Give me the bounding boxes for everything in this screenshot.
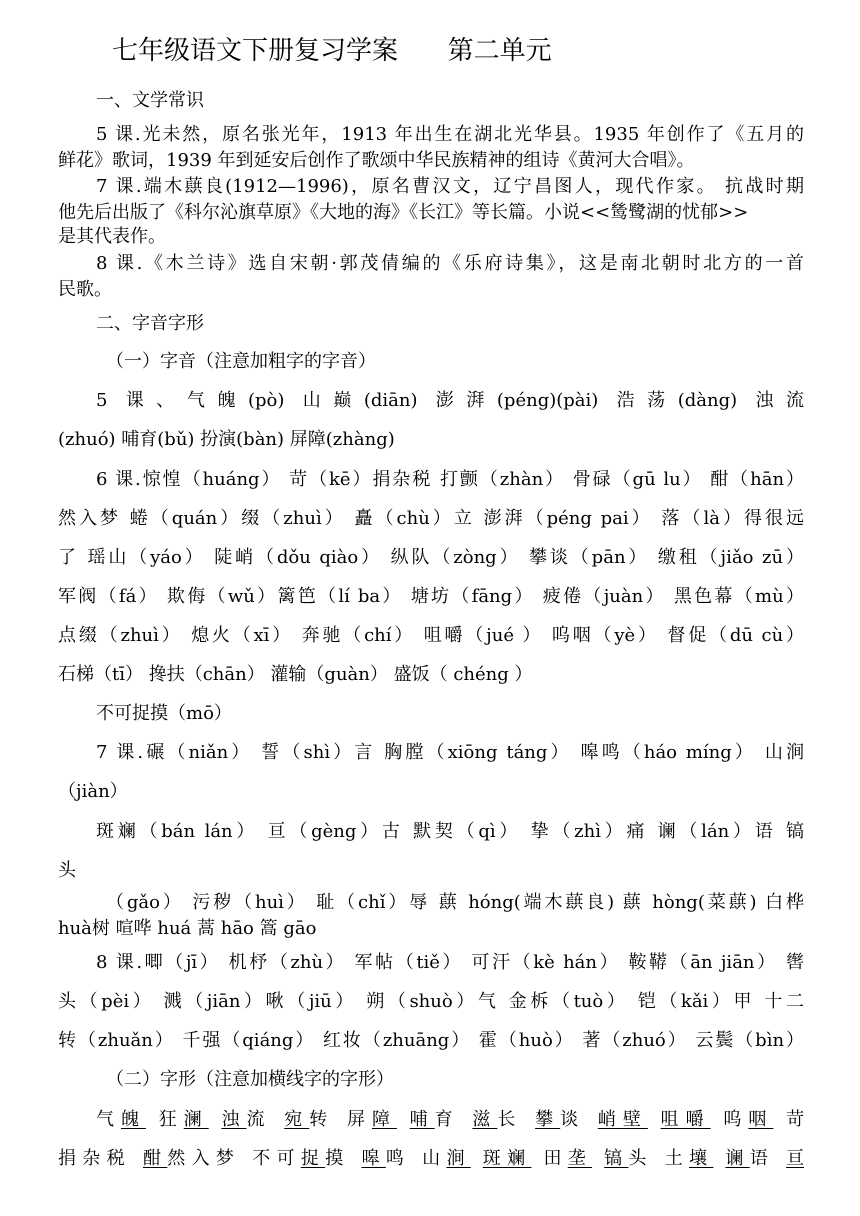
underlined-char: 镐 <box>604 1148 629 1169</box>
shape-word <box>604 1148 653 1169</box>
shape-word <box>422 1148 471 1169</box>
shape-word <box>143 1148 240 1169</box>
section-heading-pronunciation-shape: 二、字音字形 <box>96 313 204 334</box>
shape-word <box>284 1109 334 1130</box>
underlined-char: 嗥 <box>361 1148 386 1169</box>
shape-word <box>483 1148 532 1169</box>
shape-word <box>725 1148 774 1169</box>
shape-word <box>535 1109 585 1130</box>
shape-char: 气 <box>96 1109 121 1130</box>
pron-line: （jiàn） <box>58 781 128 802</box>
pron-line: 了 瑶山（yáo） 陡峭（dǒu qiào） 纵队（zòng） 攀谈（pān） 缴租（jiǎo zū） <box>58 547 804 568</box>
lit-line: 鲜花》歌词，1939 年到延安后创作了歌颂中华民族精神的组诗《黄河大合唱》。 <box>58 150 695 171</box>
pron-line: 石梯（tī） 搀扶（chān） 灌输（guàn） 盛饭（ chéng ） <box>58 664 533 685</box>
lit-line: 民歌。 <box>58 279 112 300</box>
page-title: 七年级语文下册复习学案 第二单元 <box>112 36 552 66</box>
underlined-char: 酣 <box>142 1148 168 1169</box>
lit-line: 8 课.《木兰诗》选自宋朝·郭茂倩编的《乐府诗集》，这是南北朝时北方的一首 <box>96 253 804 274</box>
lit-line: 7 课.端木蕻良(1912—1996)，原名曹汉文，辽宁昌图人，现代作家。 抗战时期 <box>96 176 804 197</box>
shape-word <box>159 1109 209 1130</box>
shape-char: 流 <box>246 1109 272 1130</box>
shape-char: 谈 <box>560 1109 586 1130</box>
underlined-char: 攀 <box>535 1109 561 1130</box>
shape-word <box>786 1148 804 1169</box>
underlined-char: 斑斓 <box>482 1148 532 1169</box>
shape-word <box>96 1109 146 1130</box>
shape-char: 山 <box>422 1148 447 1169</box>
pron-line: 转（zhuǎn） 千强（qiáng） 红妆（zhuāng） 霍（huò） 著（zhuó） 云鬓（bìn） <box>58 1030 804 1051</box>
lit-line: 5 课.光未然，原名张光年，1913 年出生在湖北光华县。1935 年创作了《五月的 <box>96 124 804 145</box>
shape-char: 不可 <box>252 1148 301 1169</box>
underlined-char: 咀嚼 <box>660 1109 711 1130</box>
shape-char: 摸 <box>325 1148 350 1169</box>
underlined-char: 壤 <box>689 1148 714 1169</box>
shape-char: 捐杂税 <box>58 1148 131 1169</box>
pron-line: 头（pèi） 溅（jiān）啾（jiū） 朔（shuò）气 金柝（tuò） 铠（kǎi）甲 十二 <box>58 991 804 1012</box>
underlined-char: 咽 <box>748 1109 774 1130</box>
pron-line: 7 课.碾（niǎn） 誓（shì）言 胸膛（xiōng táng） 嗥鸣（háo míng） 山涧 <box>96 742 804 763</box>
shape-char: 屏 <box>346 1109 372 1130</box>
underlined-char: 哺 <box>409 1109 435 1130</box>
underlined-char: 澜 <box>183 1109 209 1130</box>
underlined-char: 魄 <box>121 1109 146 1130</box>
pron-line: huà树 喧哗 huá 蒿 hāo 篙 gāo <box>58 918 317 939</box>
underlined-char: 障 <box>371 1109 397 1130</box>
underlined-char: 垄 <box>567 1148 593 1169</box>
pron-line: 点缀（zhuì） 熄火（xī） 奔驰（chí） 咀嚼（jué ） 呜咽（yè） 督促（dū cù） <box>58 625 804 646</box>
lit-line: 是其代表作。 <box>58 226 166 247</box>
pron-line: 然入梦 蜷（quán）缀（zhuì） 矗（chù）立 澎湃（péng pai） 落（là）得很远 <box>58 508 804 529</box>
shape-word <box>472 1109 522 1130</box>
shape-char: 然入梦 <box>167 1148 241 1169</box>
underlined-char: 涧 <box>446 1148 471 1169</box>
pron-line: 军阀（fá） 欺侮（wǔ）篱笆（lí ba） 塘坊（fāng） 疲倦（juàn） 黑色幕（mù） <box>58 586 804 607</box>
shape-word <box>598 1109 648 1130</box>
shape-char: 头 <box>628 1148 653 1169</box>
pron-line: 5 课、气魄(pò) 山巅(diān) 澎湃(péng)(pài) 浩荡(dàng) 浊流 <box>96 390 804 411</box>
underlined-char: 谰 <box>725 1148 750 1169</box>
pron-line: 头 <box>58 860 76 881</box>
shape-word <box>665 1148 714 1169</box>
shape-word <box>58 1148 131 1169</box>
shape-line <box>96 1105 804 1131</box>
subsection-heading-shape: （二）字形（注意加横线字的字形） <box>106 1069 394 1090</box>
pron-line: 斑斓（bán lán） 亘（gèng）古 默契（qì） 挚（zhì）痛 谰（lán）语 镐 <box>96 821 804 842</box>
pron-line: （gǎo） 污秽（huì） 耻（chǐ）辱 蕻 hóng(端木蕻良) 蕻 hòng(菜蕻) 白桦 <box>106 892 804 913</box>
shape-word <box>786 1109 804 1130</box>
shape-word <box>347 1109 397 1130</box>
pron-line: 8 课.唧（jī） 机杼（zhù） 军帖（tiě） 可汗（kè hán） 鞍鞯（ān jiān） 辔 <box>96 952 804 973</box>
underlined-char: 滋 <box>472 1109 498 1130</box>
shape-word <box>361 1148 410 1169</box>
pron-line: 6 课.惊惶（huáng） 苛（kē）捐杂税 打颤（zhàn） 骨碌（gū lu） 酣（hān） <box>96 469 804 490</box>
shape-word <box>252 1148 349 1169</box>
shape-word <box>543 1148 592 1169</box>
shape-char: 呜 <box>723 1109 749 1130</box>
shape-char: 长 <box>497 1109 523 1130</box>
shape-line <box>58 1144 804 1170</box>
underlined-char: 捉 <box>300 1148 326 1169</box>
underlined-char: 宛 <box>284 1109 310 1130</box>
shape-char: 苛 <box>786 1109 804 1130</box>
pron-line: (zhuó) 哺育(bǔ) 扮演(bàn) 屏障(zhàng) <box>58 429 395 450</box>
shape-char: 狂 <box>158 1109 184 1130</box>
shape-char: 育 <box>434 1109 460 1130</box>
shape-word <box>221 1109 271 1130</box>
underlined-char: 亘 <box>786 1148 804 1169</box>
subsection-heading-pronunciation: （一）字音（注意加粗字的字音） <box>106 351 376 372</box>
shape-char: 鸣 <box>385 1148 411 1169</box>
underlined-char: 峭壁 <box>597 1109 648 1130</box>
shape-word <box>723 1109 773 1130</box>
shape-word <box>661 1109 711 1130</box>
shape-char: 土 <box>664 1148 690 1169</box>
section-heading-literature: 一、文学常识 <box>96 90 204 111</box>
shape-char: 田 <box>543 1148 568 1169</box>
shape-char: 语 <box>749 1148 775 1169</box>
shape-word <box>410 1109 460 1130</box>
pron-line: 不可捉摸（mō） <box>96 703 232 724</box>
underlined-char: 浊 <box>221 1109 247 1130</box>
lit-line: 他先后出版了《科尔沁旗草原》《大地的海》《长江》等长篇。小说<<鸶鹭湖的忧郁>> <box>58 202 749 223</box>
shape-char: 转 <box>309 1109 335 1130</box>
